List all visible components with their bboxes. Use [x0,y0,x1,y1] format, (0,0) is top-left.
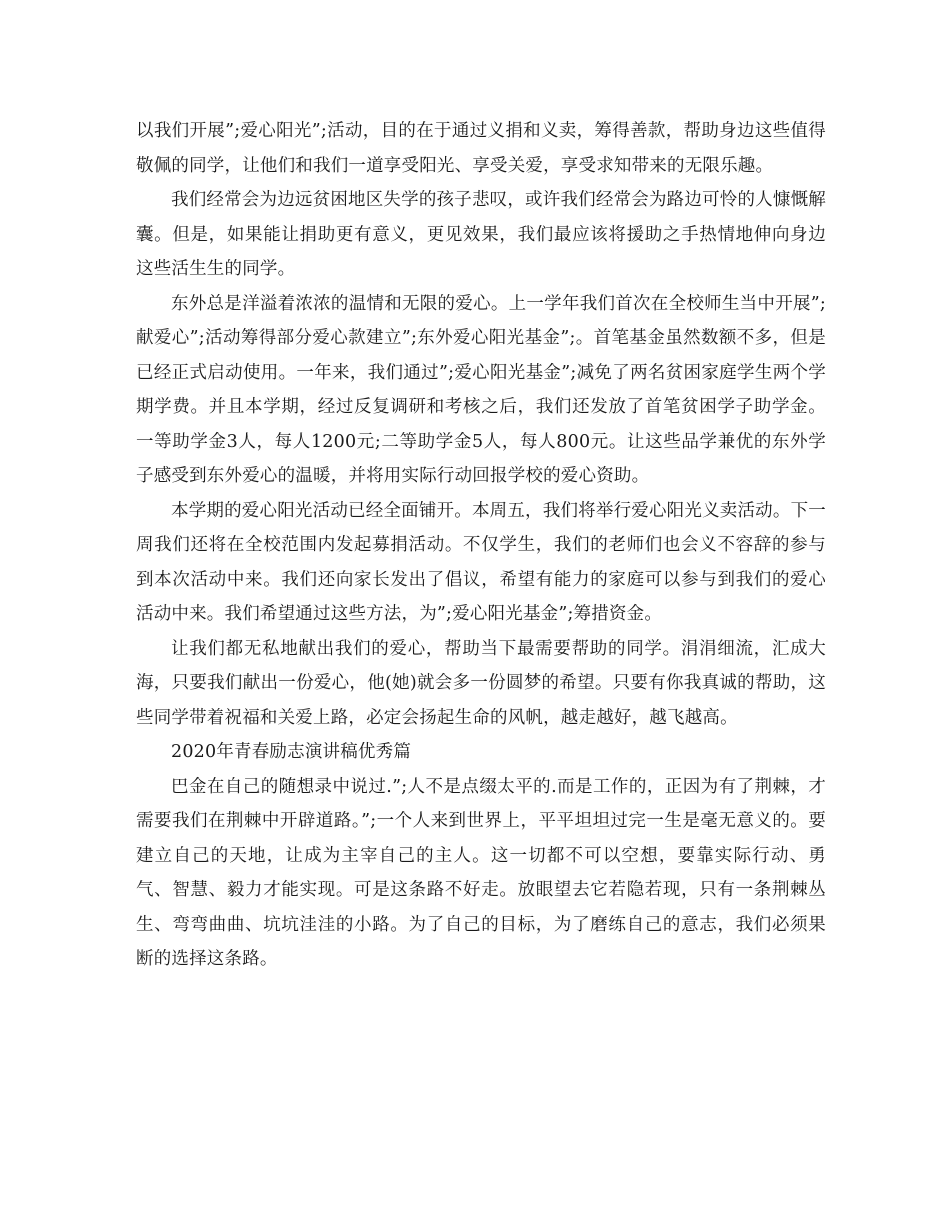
paragraph: 本学期的爱心阳光活动已经全面铺开。本周五，我们将举行爱心阳光义卖活动。下一周我们还将在全校范围内发起募捐活动。不仅学生，我们的老师们也会义不容辞的参与到本次活动中来。我们还向家长发出了倡议，希望有能力的家庭可以参与到我们的爱心活动中来。我们希望通过这些方法，为”;爱心阳光基金”;筹措资金。 [136,500,826,624]
paragraph: 东外总是洋溢着浓浓的温情和无限的爱心。上一学年我们首次在全校师生当中开展”;献爱心”;活动筹得部分爱心款建立”;东外爱心阳光基金”;。首笔基金虽然数额不多，但是已经正式启动使用。一年来，我们通过”;爱心阳光基金”;减免了两名贫困家庭学生两个学期学费。并且本学期，经过反复调研和考核之后，我们还发放了首笔贫困学子助学金。一等助学金3人，每人1200元;二等助学金5人，每人800元。让这些品学兼优的东外学子感受到东外爱心的温暖，并将用实际行动回报学校的爱心资助。 [136,293,826,486]
paragraph: 我们经常会为边远贫困地区失学的孩子悲叹，或许我们经常会为路边可怜的人慷慨解囊。但是，如果能让捐助更有意义，更见效果，我们最应该将援助之手热情地伸向身边这些活生生的同学。 [136,190,826,279]
document-body [136,114,826,977]
paragraph-continued: 以我们开展”;爱心阳光”;活动，目的在于通过义捐和义卖，筹得善款，帮助身边这些值得敬佩的同学，让他们和我们一道享受阳光、享受关爱，享受求知带来的无限乐趣。 [136,121,826,176]
section-heading: 2020年青春励志演讲稿优秀篇 [171,742,412,762]
paragraph: 巴金在自己的随想录中说过.”;人不是点缀太平的.而是工作的，正因为有了荆棘，才需要我们在荆棘中开辟道路。”;一个人来到世界上，平平坦坦过完一生是毫无意义的。要建立自己的天地，让成为主宰自己的主人。这一切都不可以空想，要靠实际行动、勇气、智慧、毅力才能实现。可是这条路不好走。放眼望去它若隐若现，只有一条荆棘丛生、弯弯曲曲、坑坑洼洼的小路。为了自己的目标，为了磨练自己的意志，我们必须果断的选择这条路。 [136,776,826,969]
paragraph: 让我们都无私地献出我们的爱心，帮助当下最需要帮助的同学。涓涓细流，汇成大海，只要我们献出一份爱心，他(她)就会多一份圆梦的希望。只要有你我真诚的帮助，这些同学带着祝福和关爱上路，必定会扬起生命的风帆，越走越好，越飞越高。 [136,638,826,728]
